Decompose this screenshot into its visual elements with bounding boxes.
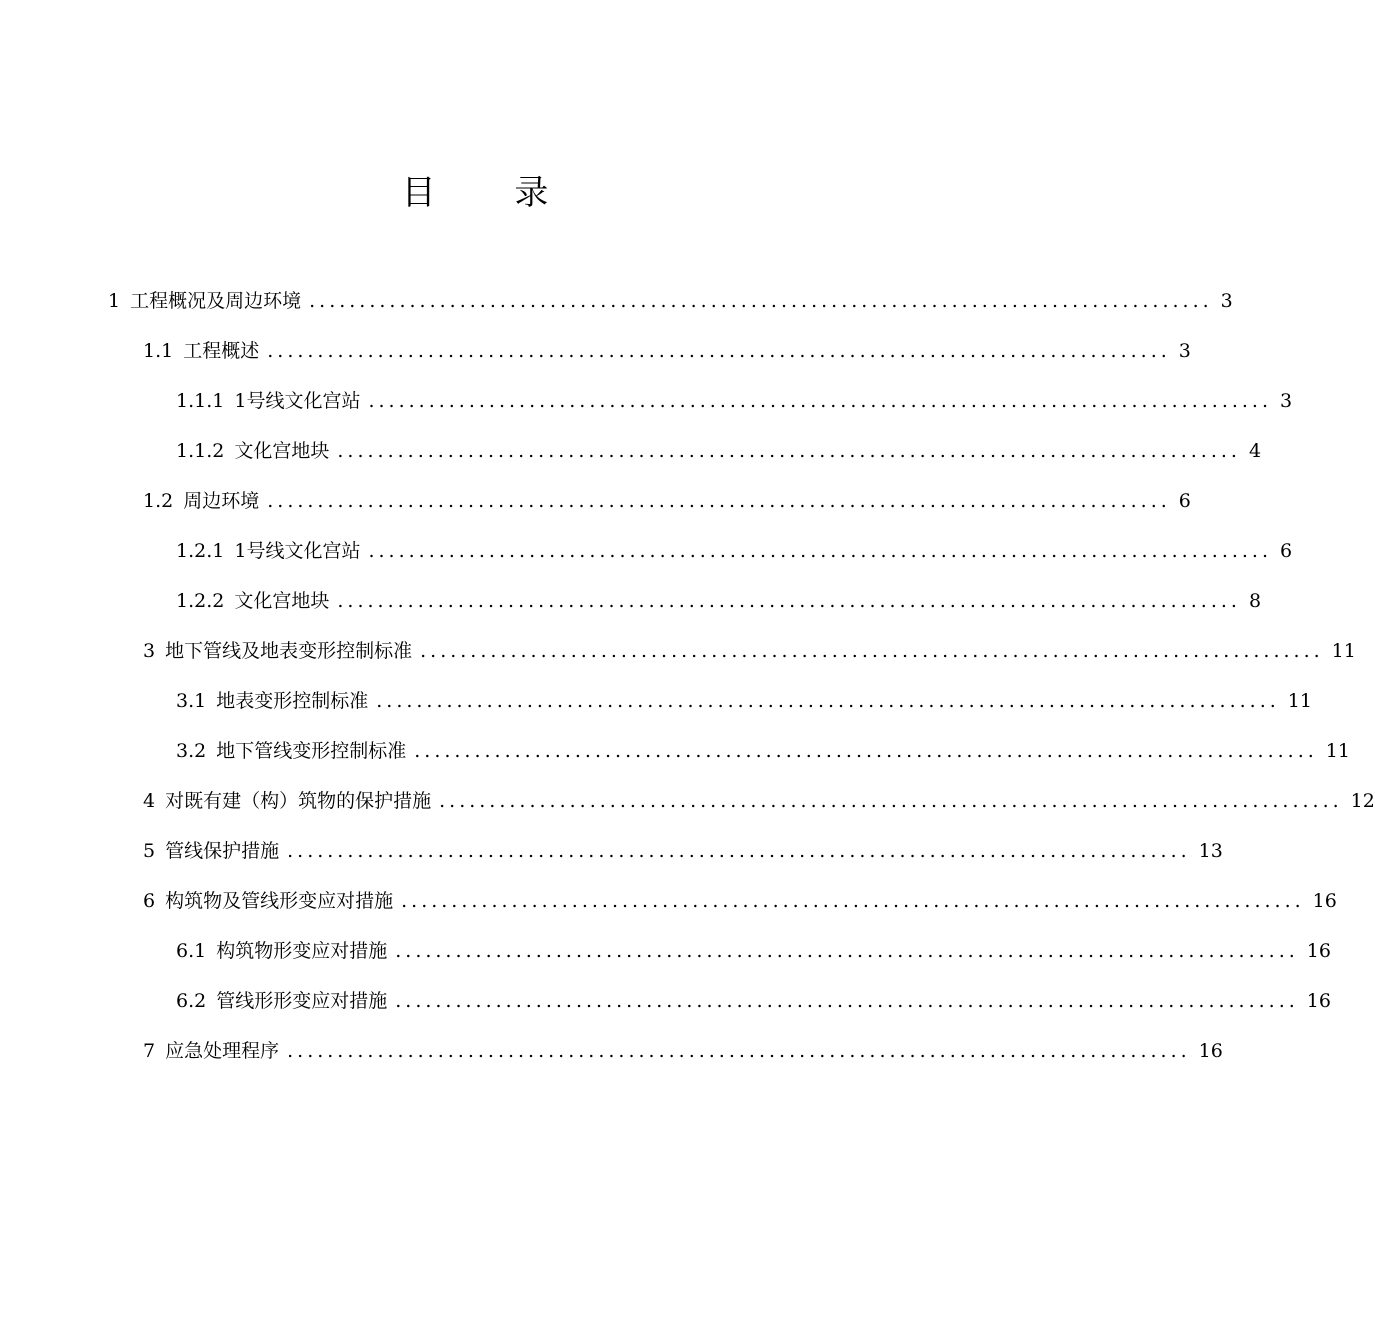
toc-entry-title: 文化宫地块: [234, 440, 330, 462]
toc-entry-number: 1.1: [143, 340, 174, 362]
toc-leader-dots: ..........................................................................................: [368, 540, 1273, 562]
toc-entry-title: 文化宫地块: [234, 590, 330, 612]
toc-entry-title: 1号线文化宫站: [234, 390, 361, 412]
toc-entry-number: 6.2: [176, 990, 207, 1012]
toc-leader-dots: ..........................................................................................: [376, 690, 1280, 712]
toc-entry[interactable]: [143, 633, 1356, 669]
toc-entry-page: 12: [1350, 790, 1375, 812]
toc-entry-number: 1.2.1: [176, 540, 225, 562]
toc-entry-title: 对既有建（构）筑物的保护措施: [165, 790, 432, 812]
toc-entry-page: 3: [1178, 340, 1191, 362]
toc-entry-title: 周边环境: [183, 490, 260, 512]
toc-entry-number: 1.1.1: [176, 390, 225, 412]
toc-entry-number: 4: [143, 790, 156, 812]
toc-entry[interactable]: [176, 733, 1350, 769]
toc-entry-number: 1.2.2: [176, 590, 225, 612]
toc-entry-title: 1号线文化宫站: [234, 540, 361, 562]
toc-leader-dots: ..........................................................................................: [439, 790, 1343, 812]
toc-entry-title: 管线保护措施: [165, 840, 280, 862]
toc-leader-dots: ..........................................................................................: [368, 390, 1273, 412]
toc-entry[interactable]: [176, 383, 1293, 419]
toc-leader-dots: ..........................................................................................: [309, 290, 1213, 312]
toc-entry[interactable]: [176, 583, 1262, 619]
toc-entry-number: 1: [108, 290, 121, 312]
toc-entry-title: 应急处理程序: [165, 1040, 280, 1062]
toc-entry[interactable]: [176, 433, 1262, 469]
toc-leader-dots: ..........................................................................................: [267, 340, 1171, 362]
toc-entry[interactable]: [108, 283, 1233, 319]
toc-entry-page: 3: [1220, 290, 1233, 312]
toc-entry[interactable]: [176, 683, 1312, 719]
toc-entry-page: 6: [1178, 490, 1191, 512]
toc-entry-title: 管线形形变应对措施: [216, 990, 388, 1012]
page-title: 目 录: [401, 173, 583, 213]
toc-leader-dots: ..........................................................................................: [337, 440, 1241, 462]
toc-entry-number: 6.1: [176, 940, 207, 962]
toc-entry[interactable]: [143, 783, 1375, 819]
toc-entry[interactable]: [143, 1033, 1223, 1069]
toc-entry-number: 3: [143, 640, 156, 662]
toc-entry[interactable]: [143, 483, 1191, 519]
toc-entry-number: 3.2: [176, 740, 207, 762]
toc-entry-number: 1.1.2: [176, 440, 225, 462]
toc-entry-page: 3: [1280, 390, 1293, 412]
toc-entry-page: 8: [1248, 590, 1262, 612]
toc-leader-dots: ..........................................................................................: [395, 940, 1299, 962]
toc-entry-page: 16: [1198, 1040, 1223, 1062]
toc-leader-dots: ..........................................................................................: [401, 890, 1305, 912]
toc-leader-dots: ..........................................................................................: [287, 840, 1191, 862]
toc-entry-title: 工程概述: [183, 340, 260, 362]
toc-entry[interactable]: [143, 333, 1191, 369]
toc-entry-number: 6: [143, 890, 156, 912]
toc-leader-dots: ..........................................................................................: [287, 1040, 1191, 1062]
toc-entry-title: 地表变形控制标准: [216, 690, 369, 712]
toc-entry-number: 5: [143, 840, 156, 862]
toc-entry-number: 1.2: [143, 490, 174, 512]
toc-leader-dots: ..........................................................................................: [395, 990, 1299, 1012]
toc-entry-title: 构筑物形变应对措施: [216, 940, 388, 962]
toc-leader-dots: ..........................................................................................: [414, 740, 1318, 762]
toc-entry-page: 16: [1306, 990, 1331, 1012]
toc-entry-page: 4: [1248, 440, 1262, 462]
toc-entry-page: 16: [1312, 890, 1337, 912]
toc-entry-title: 构筑物及管线形变应对措施: [165, 890, 394, 912]
toc-entry-title: 地下管线变形控制标准: [216, 740, 407, 762]
toc-leader-dots: ..........................................................................................: [337, 590, 1241, 612]
toc-leader-dots: ..........................................................................................: [267, 490, 1171, 512]
toc-leader-dots: ..........................................................................................: [420, 640, 1324, 662]
toc-entry-number: 3.1: [176, 690, 207, 712]
toc-entry-number: 7: [143, 1040, 156, 1062]
toc-entry-page: 6: [1280, 540, 1293, 562]
toc-entry[interactable]: [143, 883, 1337, 919]
toc-entry[interactable]: [176, 533, 1293, 569]
toc-entry-title: 地下管线及地表变形控制标准: [165, 640, 413, 662]
toc-entry-page: 13: [1198, 840, 1223, 862]
toc-entry[interactable]: [143, 833, 1223, 869]
toc-entry[interactable]: [176, 983, 1331, 1019]
toc-entry-title: 工程概况及周边环境: [130, 290, 302, 312]
toc-entry[interactable]: [176, 933, 1331, 969]
toc-entry-page: 11: [1331, 640, 1356, 662]
toc-entry-page: 11: [1325, 740, 1350, 762]
toc-entry-page: 16: [1306, 940, 1331, 962]
toc-entry-page: 11: [1287, 690, 1312, 712]
